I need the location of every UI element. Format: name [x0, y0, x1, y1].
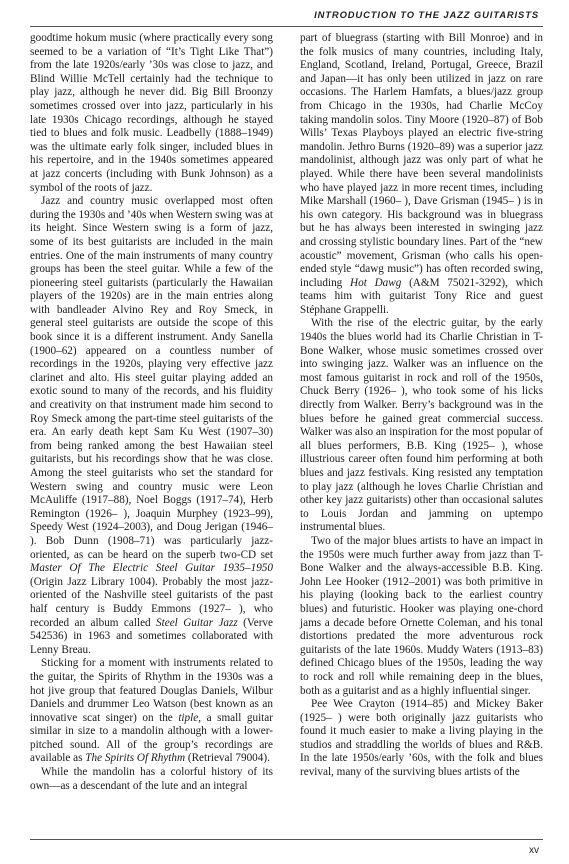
text-run: (Origin Jazz Library 1004). Probably the most jazz-oriented of the Nashville steel guitarists of the past half century is Buddy Emmons (1927– ), who recorded an album called — [30, 575, 273, 629]
italic-term: tiple — [178, 711, 199, 724]
text-run: Sticking for a moment with instruments related to the guitar, the Spirits of Rhythm in the 1930s was a hot jive group that featured Douglas Daniels, Wilbur Daniels and drummer Leo Watson (best known as an innovative scat singer) on the — [30, 657, 273, 724]
paragraph: Two of the major blues artists to have an impact in the 1950s were much further away from jazz than T-Bone Walker and the always-accessible B.B. King. John Lee Hooker (1912–2001) was both primitive in his playing (looking back to the earliest country blues) and futuristic. Hooker was playing one-chord jams a decade before Ornette Coleman, and his tonal distortions predated the more adventurous rock guitarists of the late 1960s. Muddy Waters (1913–83) defined Chicago blues of the 1950s, leading the way to rock and roll while remaining deep in the blues, both as a guitarist and as a highly influential singer. — [300, 534, 543, 697]
running-head: INTRODUCTION TO THE JAZZ GUITARISTS — [314, 9, 539, 20]
text-run: part of bluegrass (starting with Bill Monroe) and in the folk musics of many countries, including Italy, England, Scotland, Ireland, Portugal, Greece, Brazil and Japan—it has only been utilized in jazz on rare occasions. The Harlem Hamfats, a blues/jazz group from Chicago in the 1930s, had Charlie McCoy taking mandolin solos. Tiny Moore (1920–87) of Bob Wills’ Texas Playboys played an electric five-string mandolin. Jethro Burns (1920–89) was a superior jazz mandolinist, although jazz was only part of what he played. While there have been several mandolinists who have played jazz in more recent times, including Mike Marshall (1960– ), Dave Grisman (1945– ) is in his own category. His background was in bluegrass but he has always been interested in swinging jazz and crossing stylistic boundary lines. Part of the “new acoustic” movement, Grisman (who calls his open-ended style “dawg music”) has often recorded swing, including — [300, 32, 543, 289]
text-run: (A&M 75021-3292), which teams him with guitarist Tony Rice and guest Stéphane Grappelli. — [300, 276, 543, 316]
album-title: The Spirits Of Rhythm — [85, 752, 186, 765]
footer-rule — [30, 839, 543, 840]
text-run: (Verve 542536) in 1963 and sometimes collaborated with Lenny Breau. — [30, 616, 273, 656]
text-run: Jazz and country music overlapped most often during the 1930s and ’40s when Western swing was at its height. Since Western swing is a form of jazz, some of its best guitarists are included in the main entries. One of the main instruments of many country groups has been the steel guitar. While a few of the pioneering steel guitarists (particularly the Hawaiian players of the 1920s) are in the main entries along with bandleader Alvino Rey and Roy Smeck, in general steel guitarists are outside the scope of this book since it is a different instrument. Andy Sanella (1900–62) appeared on a countless number of recordings in the 1920s, playing very effective jazz clarinet and alto. His steel guitar playing added an exotic sound to many of the records, and his fluidity and creativity on that instrument made him second to Roy Smeck among the part-time steel guitarists of the era. An early death kept Sam Ku West (1907–30) from being ranked among the best Hawaiian steel guitarists, but his recordings show that he was close. Among the steel guitarists who set the standard for Western swing and country music were Leon McAuliffe (1917–88), Noel Boggs (1917–74), Herb Remington (1926– ), Joaquin Murphey (1923–99), Speedy West (1924–2003), and Doug Jerigan (1946– ). Bob Dunn (1908–71) was particularly jazz-oriented, as can be heard on the superb two-CD set — [30, 195, 273, 561]
paragraph — [30, 657, 273, 766]
header-rule — [30, 26, 543, 27]
paragraph: While the mandolin has a colorful history of its own—as a descendant of the lute and an integral — [30, 766, 273, 792]
paragraph: Pee Wee Crayton (1914–85) and Mickey Baker (1925– ) were both originally jazz guitarists who found it much easier to make a living playing in the studios and straddling the worlds of blues and R&B. In the late 1950s/early ’60s, with the folk and blues revival, many of the surviving blues artists of the — [300, 698, 543, 779]
text-run: , a small guitar similar in size to a mandolin although with a lower-pitched sound. All of the group’s recordings are available as — [30, 711, 273, 765]
album-title: Master Of The Electric Steel Guitar 1935–1950 — [30, 562, 273, 575]
paragraph — [30, 195, 273, 657]
paragraph: goodtime hokum music (where practically every song seemed to be a variation of “It’s Tight Like That”) from the late 1920s/early ’30s was close to jazz, and Blind Willie McTell certainly had the technique to play jazz, although he never did. Big Bill Broonzy sometimes crossed over into jazz, particularly in his late 1930s Chicago recordings, although he stayed tied to blues and folk music. Leadbelly (1888–1949) was the ultimate early folk singer, included blues in his repertoire, and in the 1940s sometimes appeared at jazz concerts (including with Bunk Johnson) as a symbol of the roots of jazz. — [30, 32, 273, 194]
page-number: xv — [529, 845, 539, 856]
left-column — [30, 32, 273, 793]
album-title: Hot Dawg — [350, 276, 402, 289]
paragraph: With the rise of the electric guitar, by the early 1940s the blues world had its Charlie Christian in T-Bone Walker, whose music sometimes crossed over into swinging jazz. Walker was an influence on the most famous guitarist in rock and roll of the 1950s, Chuck Berry (1926– ), who took some of his licks directly from Walker. Berry’s background was in the blues before he gained great commercial success. Walker was also an inspiration for the most popular of all blues performers, B.B. King (1925– ), whose illustrious career often found him performing at both blues and jazz festivals. King resisted any temptation to play jazz (although he loves Charlie Christian and other key jazz guitarists) other than occasional salutes to Louis Jordan and jamming on uptempo instrumental blues. — [300, 317, 543, 534]
right-column — [300, 32, 543, 780]
text-run: (Retrieval 79004). — [185, 752, 270, 765]
album-title: Steel Guitar Jazz — [156, 616, 238, 629]
paragraph — [300, 32, 543, 317]
